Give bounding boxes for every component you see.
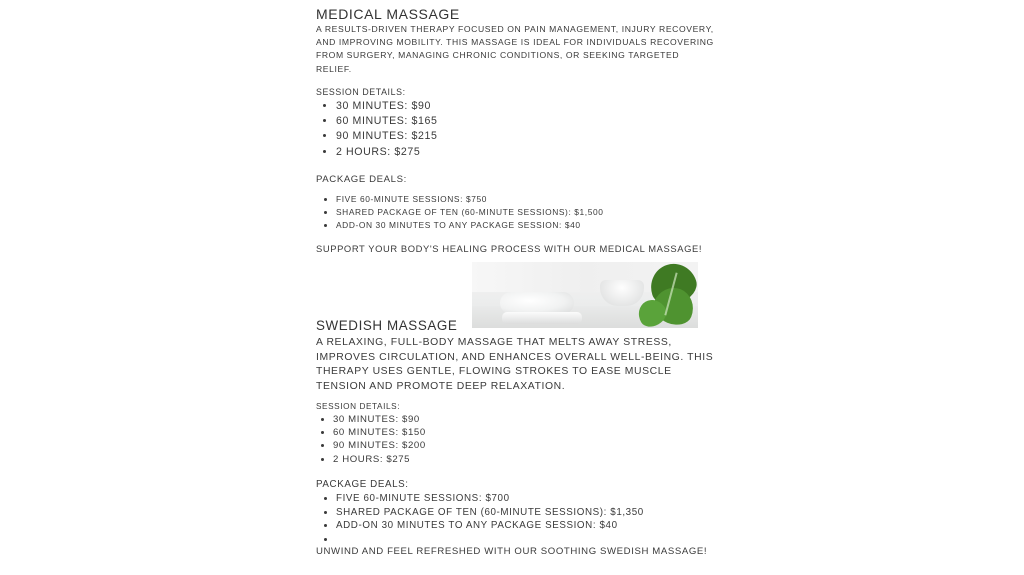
- swedish-package-deals-label: PACKAGE DEALS:: [316, 479, 409, 490]
- list-item: • SHARED PACKAGE OF TEN (60-MINUTE SESSIONS): $1,350: [336, 506, 644, 520]
- medical-closing-text: SUPPORT YOUR BODY'S HEALING PROCESS WITH OUR MEDICAL MASSAGE!: [316, 243, 703, 254]
- swedish-session-list: [316, 413, 426, 466]
- list-item: • 2 HOURS: $275: [336, 145, 437, 160]
- list-item: • 60 MINUTES: $150: [333, 426, 426, 439]
- list-item: • 60 MINUTES: $165: [336, 114, 437, 129]
- list-item: • ADD-ON 30 MINUTES TO ANY PACKAGE SESSION: $40: [336, 219, 604, 232]
- medical-massage-description: A RESULTS-DRIVEN THERAPY FOCUSED ON PAIN MANAGEMENT, INJURY RECOVERY, AND IMPROVING MOBILITY. THIS MASSAGE IS IDEAL FOR INDIVIDUALS RECOVERING FROM SURGERY, MANAGING CHRONIC CONDITIONS, OR SEEKING TARGETED RELIEF.: [316, 24, 714, 74]
- list-item: • 90 MINUTES: $200: [333, 439, 426, 452]
- list-item: • 30 MINUTES: $90: [333, 413, 426, 426]
- swedish-session-details-label: SESSION DETAILS:: [316, 402, 401, 411]
- medical-session-list: [316, 99, 437, 160]
- medical-massage-title: MEDICAL MASSAGE: [316, 6, 460, 22]
- list-item: • FIVE 60-MINUTE SESSIONS: $700: [336, 492, 644, 506]
- spa-towels-plant-image: [472, 262, 698, 328]
- spa-image-bowl: [600, 280, 644, 306]
- spa-image-folded-towel: [502, 312, 582, 324]
- swedish-package-list: [316, 492, 644, 546]
- medical-package-deals-label: PACKAGE DEALS:: [316, 174, 407, 185]
- list-item: [336, 533, 644, 547]
- swedish-massage-description: A RELAXING, FULL-BODY MASSAGE THAT MELTS AWAY STRESS, IMPROVES CIRCULATION, AND ENHANCES OVERALL WELL-BEING. THIS THERAPY USES GENTLE, FLOWING STROKES TO EASE MUSCLE TENSION AND PROMOTE DEEP RELAXATION.: [316, 337, 714, 392]
- spa-image-rolled-towel: [500, 292, 574, 314]
- list-item: • FIVE 60-MINUTE SESSIONS: $750: [336, 193, 604, 206]
- medical-package-list: [316, 193, 604, 232]
- swedish-massage-title: SWEDISH MASSAGE: [316, 318, 458, 333]
- medical-session-details-label: SESSION DETAILS:: [316, 87, 406, 97]
- swedish-closing-text: UNWIND AND FEEL REFRESHED WITH OUR SOOTHING SWEDISH MASSAGE!: [316, 546, 708, 557]
- list-item: • ADD-ON 30 MINUTES TO ANY PACKAGE SESSION: $40: [336, 519, 644, 533]
- list-item: • 2 HOURS: $275: [333, 453, 426, 466]
- list-item: • 90 MINUTES: $215: [336, 129, 437, 144]
- list-item: • 30 MINUTES: $90: [336, 99, 437, 114]
- list-item: • SHARED PACKAGE OF TEN (60-MINUTE SESSIONS): $1,500: [336, 206, 604, 219]
